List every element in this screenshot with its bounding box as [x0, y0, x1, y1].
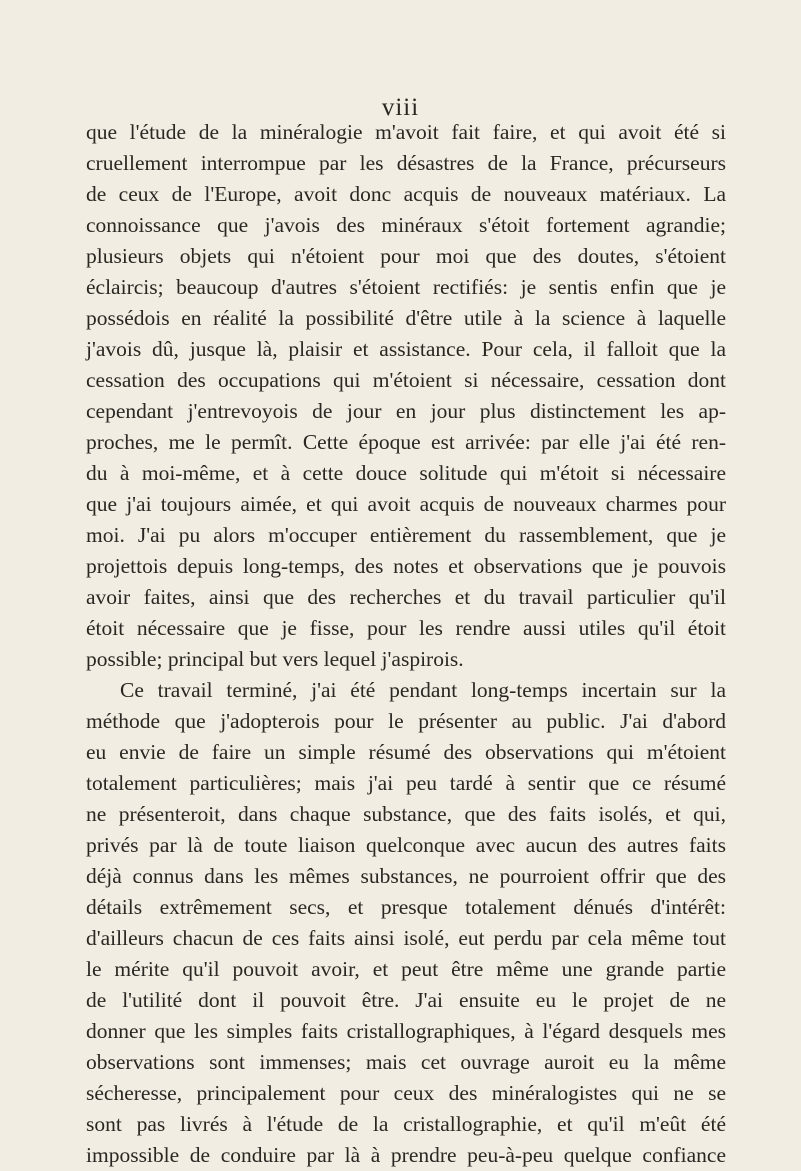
text-line: proches, me le permît. Cette époque est arrivée: par elle j'ai été ren-	[86, 430, 726, 454]
text-line: ne présenteroit, dans chaque substance, que des faits isolés, et qui,	[86, 802, 726, 826]
text-line: projettois depuis long-temps, des notes et observations que je pouvois	[86, 554, 726, 578]
text-line: de ceux de l'Europe, avoit donc acquis de nouveaux matériaux. La	[86, 182, 726, 206]
text-line: moi. J'ai pu alors m'occuper entièrement du rassemblement, que je	[86, 523, 726, 547]
text-line: totalement particulières; mais j'ai peu tardé à sentir que ce résumé	[86, 771, 726, 795]
text-line: j'avois dû, jusque là, plaisir et assistance. Pour cela, il falloit que la	[86, 337, 726, 361]
text-line: déjà connus dans les mêmes substances, ne pourroient offrir que des	[86, 864, 726, 888]
text-line: observations sont immenses; mais cet ouvrage auroit eu la même	[86, 1050, 726, 1074]
text-line: connoissance que j'avois des minéraux s'étoit fortement agrandie;	[86, 213, 726, 237]
text-line: que j'ai toujours aimée, et qui avoit acquis de nouveaux charmes pour	[86, 492, 726, 516]
text-line: donner que les simples faits cristallographiques, à l'égard desquels mes	[86, 1019, 726, 1043]
text-line: cependant j'entrevoyois de jour en jour plus distinctement les ap-	[86, 399, 726, 423]
text-line: de l'utilité dont il pouvoit être. J'ai ensuite eu le projet de ne	[86, 988, 726, 1012]
text-line: que l'étude de la minéralogie m'avoit fait faire, et qui avoit été si	[86, 120, 726, 144]
text-line: eu envie de faire un simple résumé des observations qui m'étoient	[86, 740, 726, 764]
text-line: méthode que j'adopterois pour le présenter au public. J'ai d'abord	[86, 709, 726, 733]
text-line: plusieurs objets qui n'étoient pour moi que des doutes, s'étoient	[86, 244, 726, 268]
text-line: possédois en réalité la possibilité d'être utile à la science à laquelle	[86, 306, 726, 330]
text-line: cessation des occupations qui m'étoient si nécessaire, cessation dont	[86, 368, 726, 392]
page-number: viii	[381, 94, 420, 121]
text-line: privés par là de toute liaison quelconque avec aucun des autres faits	[86, 833, 726, 857]
text-line: détails extrêmement secs, et presque totalement dénués d'intérêt:	[86, 895, 726, 919]
body-text	[86, 117, 726, 1171]
text-line: du à moi-même, et à cette douce solitude qui m'étoit si nécessaire	[86, 461, 726, 485]
text-line: éclaircis; beaucoup d'autres s'étoient rectifiés: je sentis enfin que je	[86, 275, 726, 299]
text-line: impossible de conduire par là à prendre peu-à-peu quelque confiance	[86, 1143, 726, 1167]
text-line: sécheresse, principalement pour ceux des minéralogistes qui ne se	[86, 1081, 726, 1105]
text-line: cruellement interrompue par les désastres de la France, précurseurs	[86, 151, 726, 175]
text-line: le mérite qu'il pouvoit avoir, et peut être même une grande partie	[86, 957, 726, 981]
text-line: Ce travail terminé, j'ai été pendant long-temps incertain sur la	[120, 678, 726, 702]
text-line: possible; principal but vers lequel j'aspirois.	[86, 647, 464, 671]
text-line: étoit nécessaire que je fisse, pour les rendre aussi utiles qu'il étoit	[86, 616, 726, 640]
text-line: avoir faites, ainsi que des recherches et du travail particulier qu'il	[86, 585, 726, 609]
text-line: sont pas livrés à l'étude de la cristallographie, et qu'il m'eût été	[86, 1112, 726, 1136]
text-line: d'ailleurs chacun de ces faits ainsi isolé, eut perdu par cela même tout	[86, 926, 726, 950]
